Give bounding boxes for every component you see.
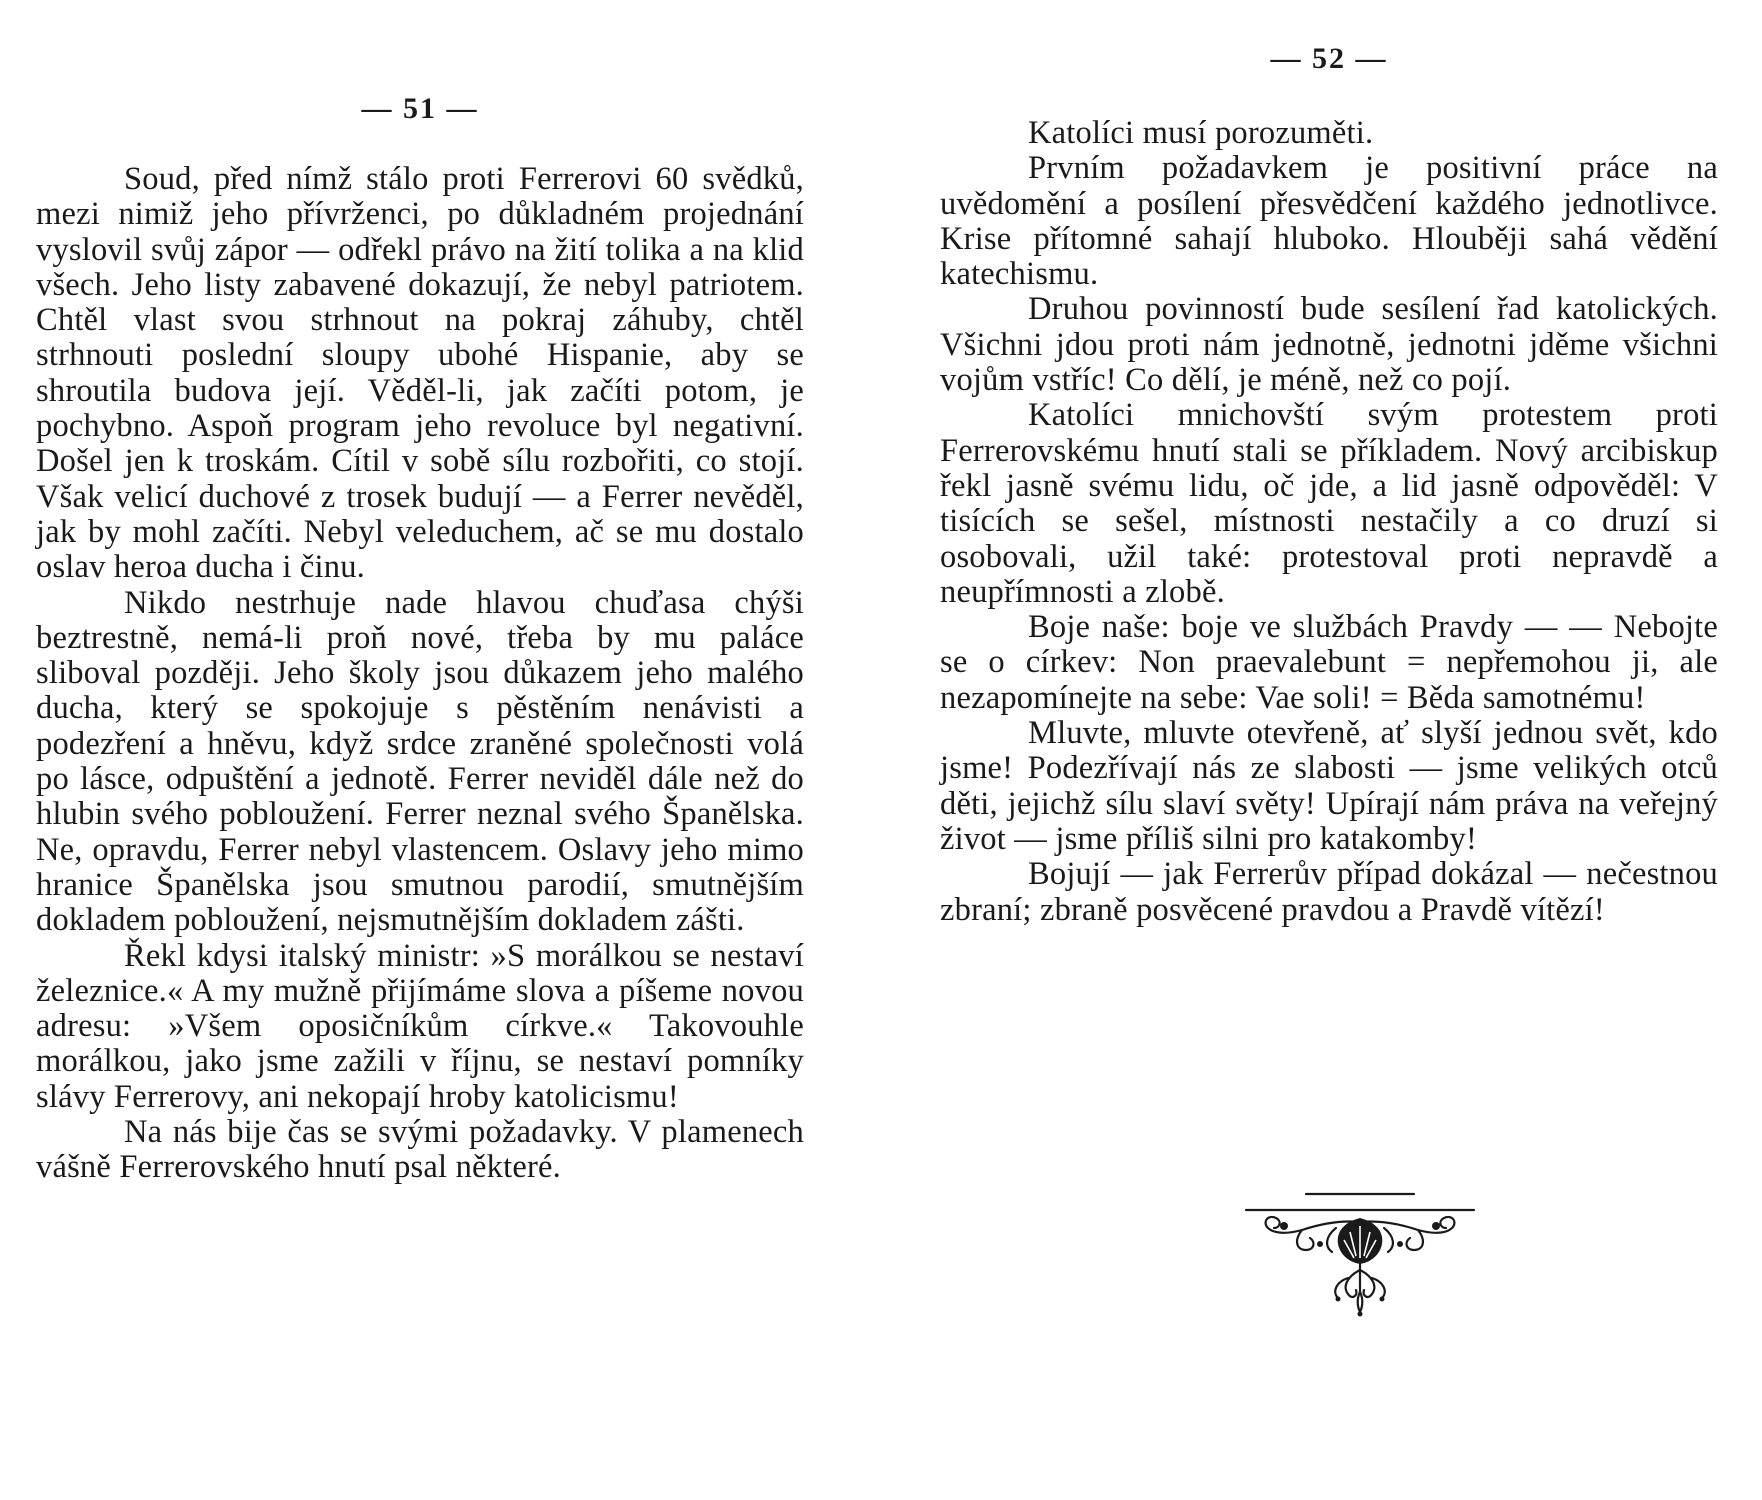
paragraph: Boje naše: boje ve službách Pravdy — — Nebojte se o církev: Non praevalebunt = nepřemohou ji, ale nezapomínejte na sebe: Vae soli! = Běda samotnému! [940,609,1718,716]
paragraph: Katolíci musí porozuměti. [1028,115,1374,151]
paragraph: Soud, před nímž stálo proti Ferrerovi 60 svědků, mezi nimiž jeho přívrženci, po důkladném projednání vyslovil svůj zápor — odřekl právo na žití tolika a na klid všech. Jeho listy zabavené dokazují, že nebyl patriotem. Chtěl vlast svou strhnout na pokraj záhuby, chtěl strhnouti poslední sloupy ubohé Hispanie, aby se shroutila budova její. Věděl-li, jak začíti potom, je pochybno. Aspoň program jeho revoluce byl negativní. Došel jen k troskám. Cítil v sobě sílu rozbořiti, co stojí. Však velicí duchové z trosek budují — a Ferrer nevěděl, jak by mohl začíti. Nebyl veleduchem, ač se mu dostalo oslav heroa ducha i činu. [36,161,804,586]
paragraph: Prvním požadavkem je positivní práce na uvědomění a posílení přesvědčení každého jednotlivce. Krise přítomné sahají hluboko. Hlouběji sahá vědění katechismu. [940,150,1718,293]
paragraph: Mluvte, mluvte otevřeně, ať slyší jednou svět, kdo jsme! Podezřívají nás ze slabosti — jsme velikých otců děti, jejichž sílu slaví světy! Upírají nám práva na veřejný život — jsme příliš silni pro katakomby! [940,715,1718,857]
right-page [940,0,1718,1500]
left-page-text [36,162,804,1186]
floral-tailpiece-ornament-icon [1240,1188,1480,1318]
page-number-right: — 52 — [1270,42,1388,75]
paragraph: Řekl kdysi italský ministr: »S morálkou se nestaví železnice.« A my mužně přijímáme slova a píšeme novou adresu: »Všem oposičníkům církve.« Takovouhle morálkou, jako jsme zažili v říjnu, se nestaví pomníky slávy Ferrerovy, ani nekopají hroby katolicismu! [36,937,804,1115]
left-page [36,0,804,1500]
paragraph: Na nás bije čas se svými požadavky. V plamenech vášně Ferrerovského hnutí psal některé. [36,1114,804,1186]
paragraph: Nikdo nestrhuje nade hlavou chuďasa chýši beztrestně, nemá-li proň nové, třeba by mu paláce sliboval později. Jeho školy jsou důkazem jeho malého ducha, který se spokojuje s pěstěním nenávisti a podezření a hněvu, když srdce zraněné společnosti volá po lásce, odpuštění a jednotě. Ferrer neviděl dále než do hlubin svého pobloužení. Ferrer neznal svého Španělska. Ne, opravdu, Ferrer nebyl vlastencem. Oslavy jeho mimo hranice Španělska jsou smutnou parodií, smutnějším dokladem pobloužení, nejsmutnějším dokladem zášti. [36,584,804,939]
page-number-left: — 51 — [361,92,479,125]
paragraph: Bojují — jak Ferrerův případ dokázal — nečestnou zbraní; zbraně posvěcené pravdou a Pravdě vítězí! [940,856,1718,928]
paragraph: Druhou povinností bude sesílení řad katolických. Všichni jdou proti nám jednotně, jednotni jděme všichni vojům vstříc! Co dělí, je méně, než co pojí. [940,291,1718,399]
paragraph: Katolíci mnichovští svým protestem proti Ferrerovskému hnutí stali se příkladem. Nový arcibiskup řekl jasně svému lidu, oč jde, a lid jasně odpověděl: V tisících se sešel, místnosti nestačily a co druzí si osobovali, užil také: protestoval proti nepravdě a neupřímnosti a zlobě. [940,397,1718,610]
right-page-text [940,116,1718,928]
